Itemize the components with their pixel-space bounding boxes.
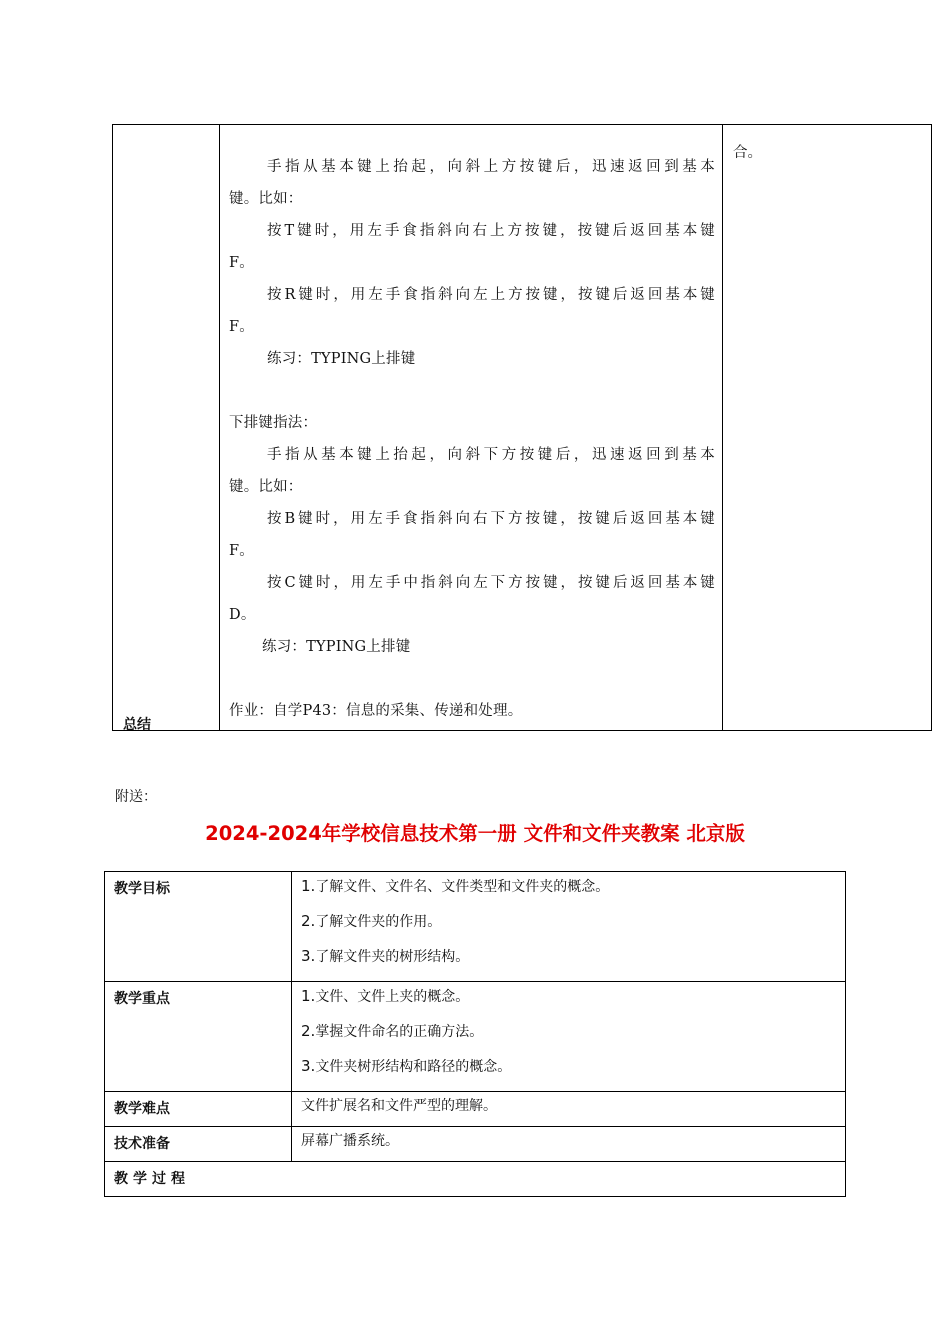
list-item: 1.文件、文件上夹的概念。 <box>301 987 470 1005</box>
lesson-table-continued <box>112 124 932 731</box>
row-label: 教学目标 <box>105 872 292 982</box>
text-line: 按T键时，用左手食指斜向右上方按键，按键后返回基本键 <box>267 223 715 239</box>
text-line: F。 <box>229 319 254 335</box>
row-content <box>292 1092 846 1127</box>
row-content <box>292 1127 846 1162</box>
text-line: 按C键时，用左手中指斜向左下方按键，按键后返回基本键 <box>267 575 715 591</box>
list-item: 3.文件夹树形结构和路径的概念。 <box>301 1057 512 1075</box>
list-item: 1.了解文件、文件名、文件类型和文件夹的概念。 <box>301 877 610 895</box>
text-line: 手指从基本键上抬起，向斜上方按键后，迅速返回到基本 <box>267 159 715 175</box>
table-row <box>105 982 846 1092</box>
text-line: 练习：TYPING上排键 <box>267 351 416 367</box>
text-line: 按R键时，用左手食指斜向左上方按键，按键后返回基本键 <box>267 287 715 303</box>
lesson-plan-table <box>104 871 846 1197</box>
table-row <box>105 1127 846 1162</box>
summary-label: 总结 <box>123 717 151 733</box>
document-title: 2024-2024年学校信息技术第一册 文件和文件夹教案 北京版 <box>205 822 745 845</box>
list-item: 2.了解文件夹的作用。 <box>301 912 442 930</box>
homework-line: 作业：自学P43：信息的采集、传递和处理。 <box>229 703 523 719</box>
text-line: 手指从基本键上抬起，向斜下方按键后，迅速返回到基本 <box>267 447 715 463</box>
text-line: 下排键指法： <box>229 415 318 431</box>
text-line: 按B键时，用左手食指斜向右下方按键，按键后返回基本键 <box>267 511 715 527</box>
row-label: 教学重点 <box>105 982 292 1092</box>
list-item: 3.了解文件夹的树形结构。 <box>301 947 470 965</box>
row-content <box>292 982 846 1092</box>
text-line: F。 <box>229 255 254 271</box>
appendix-label: 附送： <box>115 789 157 805</box>
text-line: D。 <box>229 607 256 623</box>
text-line: 键。比如： <box>229 479 303 495</box>
table-row <box>105 1162 846 1197</box>
list-item: 文件扩展名和文件严型的理解。 <box>301 1098 497 1114</box>
table-row <box>105 872 846 982</box>
table-row <box>105 1092 846 1127</box>
list-item: 屏幕广播系统。 <box>301 1133 399 1149</box>
text-line: F。 <box>229 543 254 559</box>
note-cell <box>723 125 931 730</box>
process-heading: 教学过程 <box>105 1162 846 1197</box>
list-item: 2.掌握文件命名的正确方法。 <box>301 1022 484 1040</box>
text-line: 键。比如： <box>229 191 303 207</box>
row-label: 技术准备 <box>105 1127 292 1162</box>
note-text: 合。 <box>733 145 762 161</box>
row-label: 教学难点 <box>105 1092 292 1127</box>
text-line: 练习：TYPING上排键 <box>262 639 411 655</box>
section-label-cell <box>113 125 220 733</box>
content-cell <box>220 125 723 730</box>
row-content <box>292 872 846 982</box>
